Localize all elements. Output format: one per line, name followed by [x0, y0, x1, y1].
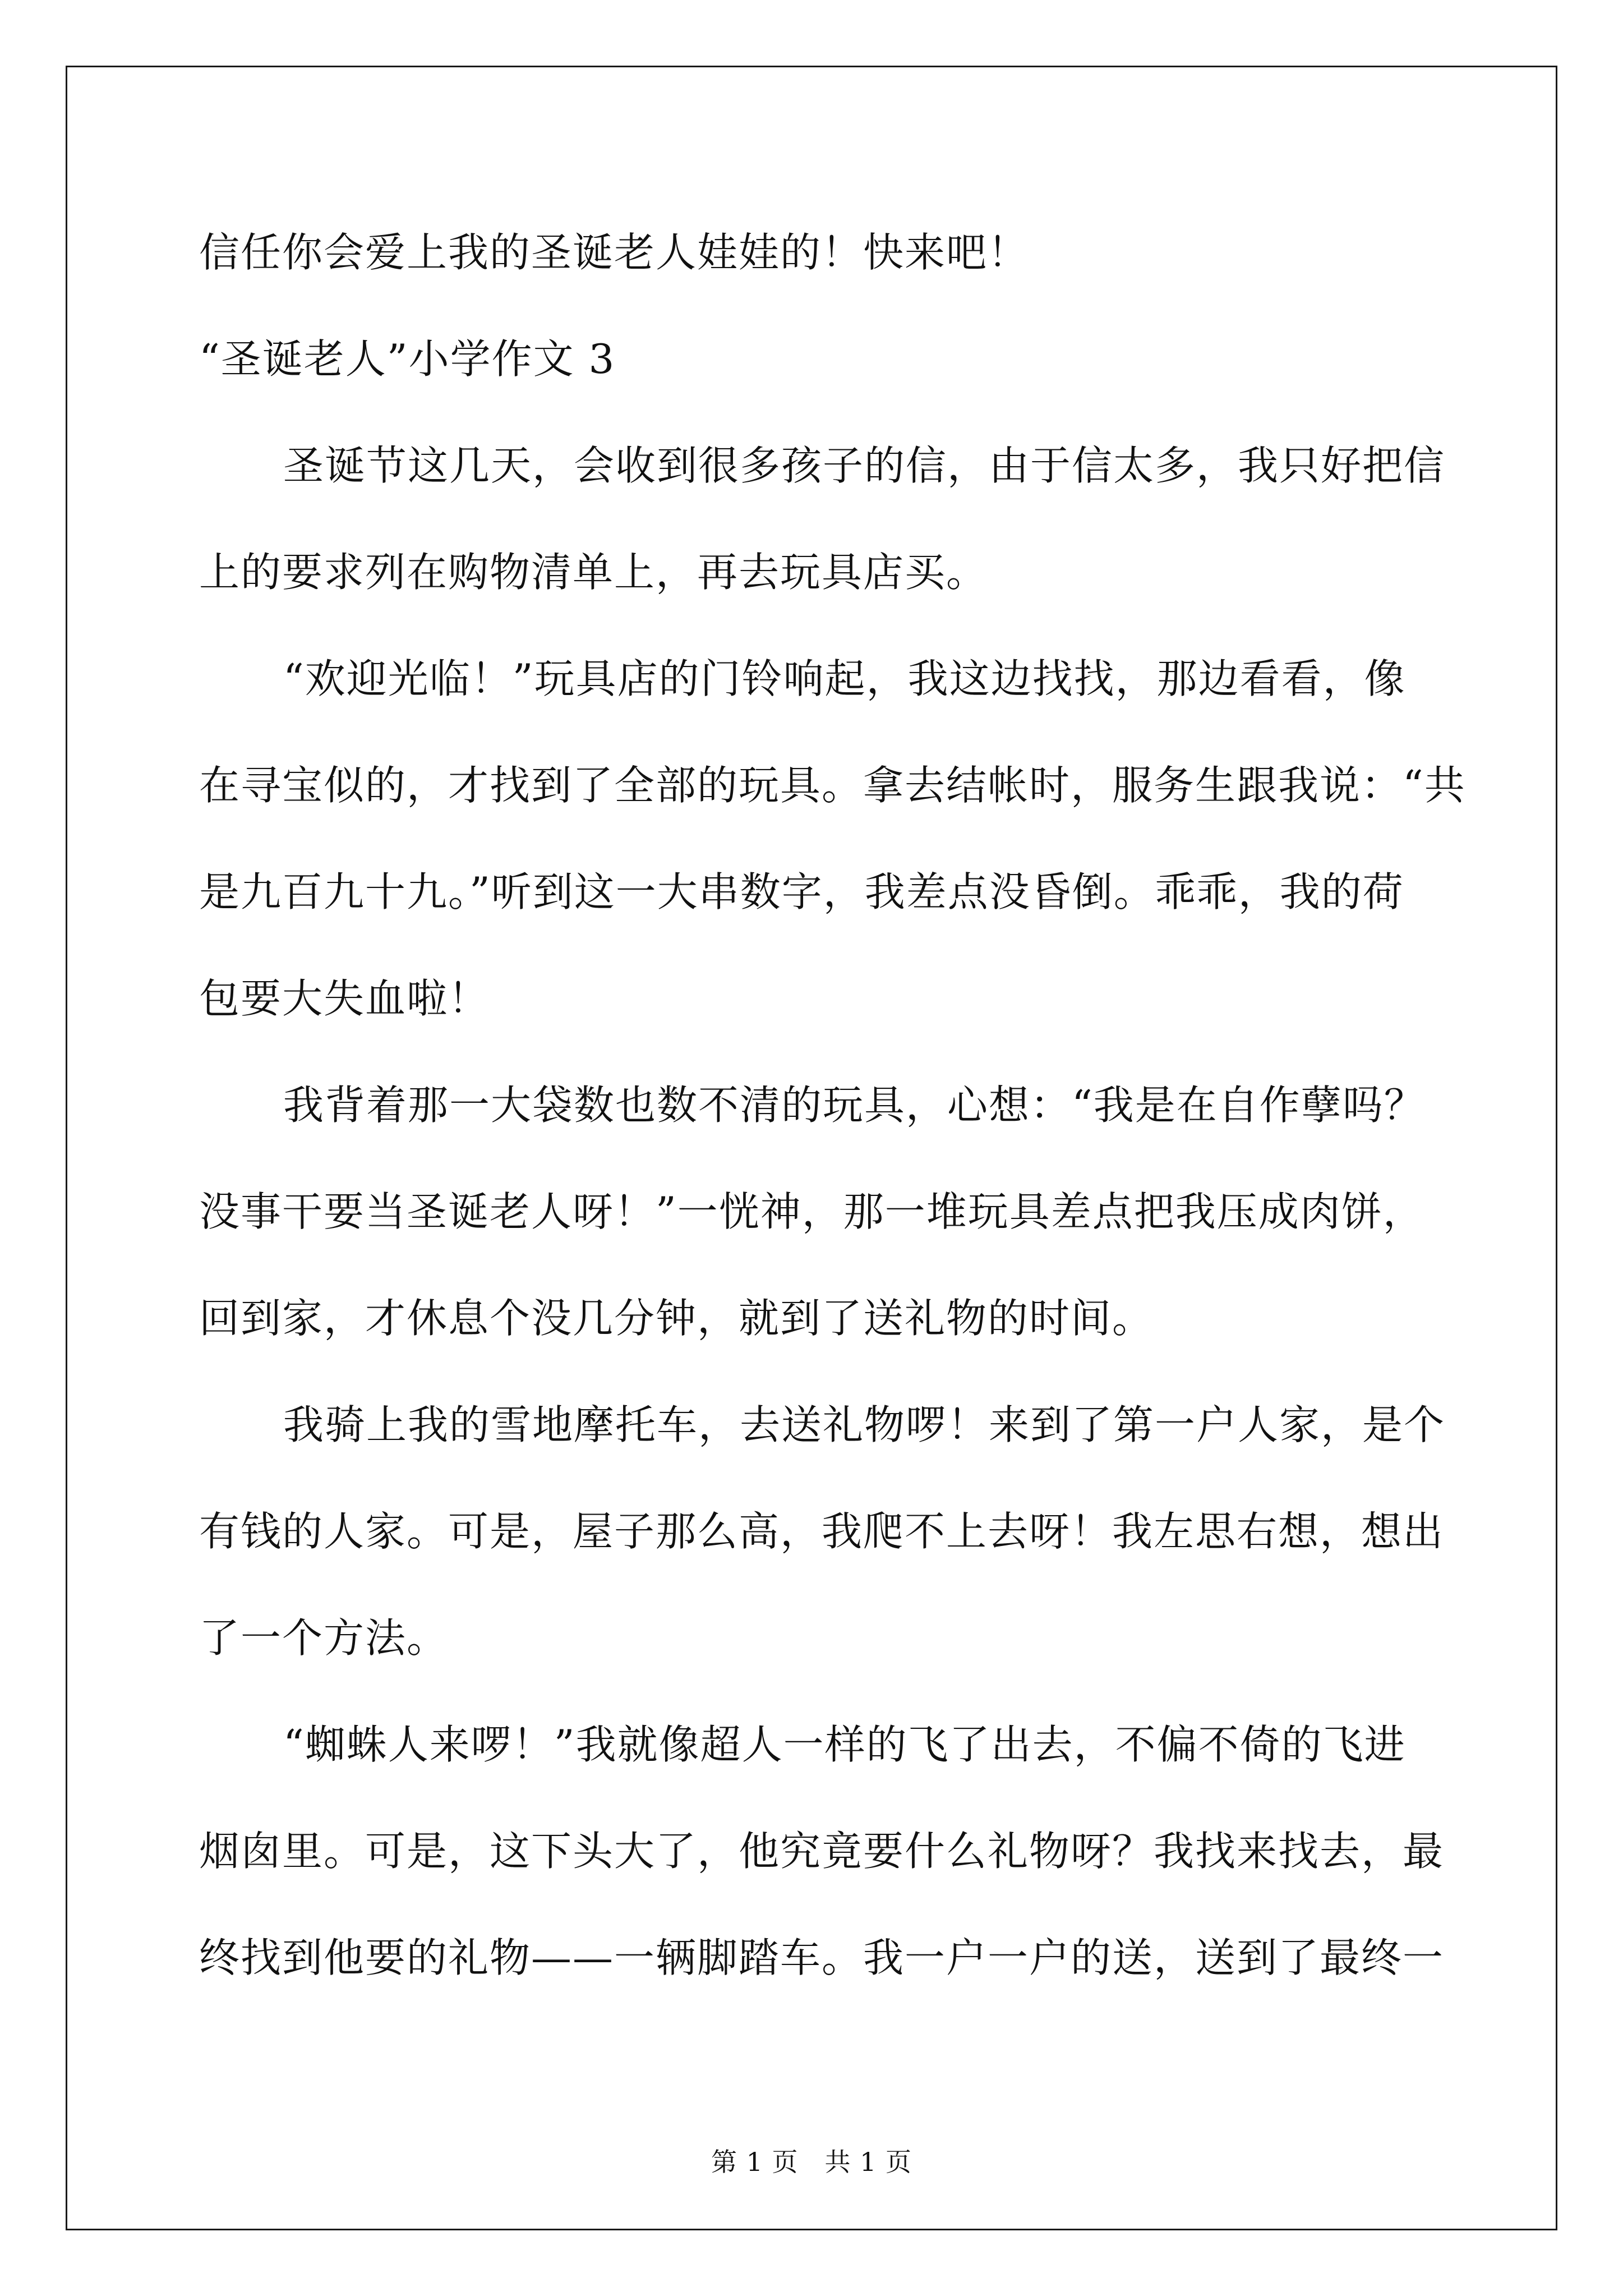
paragraph-line: 有钱的人家。可是，屋子那么高，我爬不上去呀！我左思右想，想出 [199, 1508, 1445, 1555]
paragraph-line: 回到家，才休息个没几分钟，就到了送礼物的时间。 [199, 1295, 1154, 1342]
paragraph-line: 我背着那一大袋数也数不清的玩具，心想：“我是在自作孽吗？ [283, 1082, 1426, 1129]
paragraph-line: 终找到他要的礼物——一辆脚踏车。我一户一户的送，送到了最终一 [199, 1934, 1445, 1981]
paragraph-line: “蜘蛛人来啰！”我就像超人一样的飞了出去，不偏不倚的飞进 [283, 1721, 1406, 1768]
paragraph-line: 圣诞节这几天，会收到很多孩子的信，由于信太多，我只好把信 [283, 442, 1446, 489]
paragraph-line: 了一个方法。 [199, 1614, 449, 1662]
section-heading: “圣诞老人”小学作文 3 [199, 335, 616, 383]
paragraph-line: 是九百九十九。”听到这一大串数字，我差点没昏倒。乖乖，我的荷 [199, 868, 1404, 915]
page-footer: 第 1 页 共 1 页 [711, 2147, 912, 2177]
paragraph-line: 我骑上我的雪地摩托车，去送礼物啰！来到了第一户人家，是个 [283, 1401, 1446, 1448]
paragraph-line: 上的要求列在购物清单上，再去玩具店买。 [199, 549, 988, 596]
paragraph-line: 包要大失血啦！ [199, 975, 490, 1022]
paragraph-line: 没事干要当圣诞老人呀！”一恍神，那一堆玩具差点把我压成肉饼， [199, 1188, 1424, 1235]
text-line: 信任你会爱上我的圣诞老人娃娃的！快来吧！ [199, 229, 1030, 276]
paragraph-line: 烟囱里。可是，这下头大了，他究竟要什么礼物呀？我找来找去，最 [199, 1828, 1445, 1875]
page-border [66, 66, 1557, 2230]
paragraph-line: 在寻宝似的，才找到了全部的玩具。拿去结帐时，服务生跟我说：“共 [199, 762, 1466, 809]
paragraph-line: “欢迎光临！”玩具店的门铃响起，我这边找找，那边看看，像 [283, 655, 1406, 702]
